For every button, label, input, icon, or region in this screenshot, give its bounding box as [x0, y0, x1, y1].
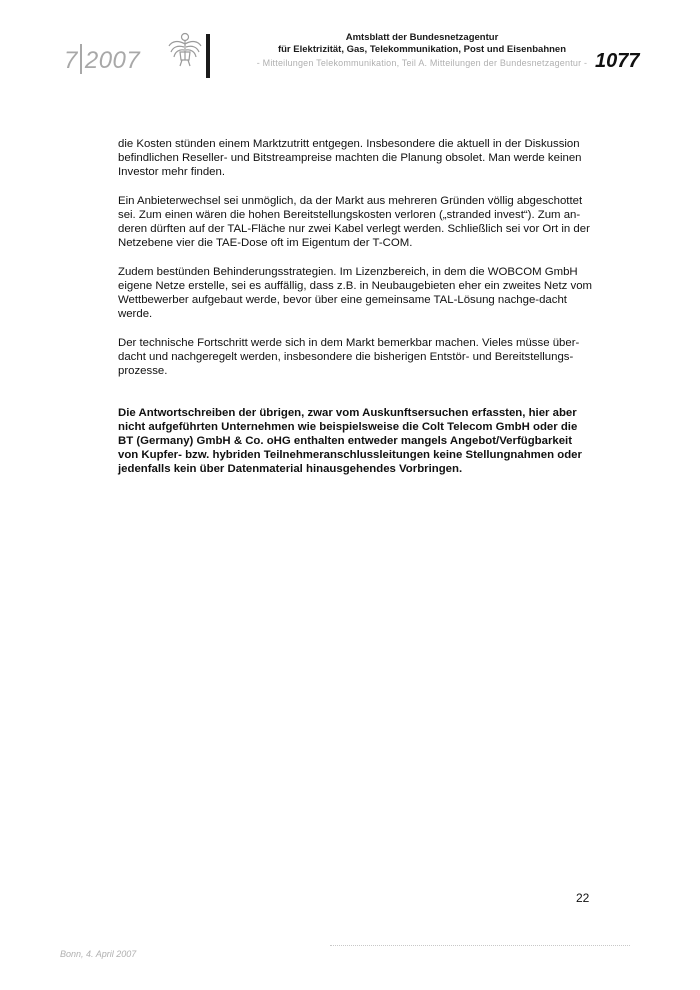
gazette-subtitle: - Mitteilungen Telekommunikation, Teil A. Mitteilungen der Bundesnetzagentur - [256, 58, 588, 68]
page-number: 1077 [595, 50, 640, 72]
header-divider [206, 34, 210, 78]
issue-year: 2007 [84, 47, 141, 74]
bold-paragraph: Die Antwortschreiben der übrigen, zwar vom Auskunftsersuchen erfassten, hier aber nicht aufgeführten Unternehmen wie beispielsweise die Colt Telecom GmbH oder die BT (Germany) GmbH & Co. oHG enthalten entweder mangels Angebot/Verfügbarkeit von Kupfer- bzw. hybriden Teilnehmeranschlussleitungen keine Stellungnahmen oder jedenfalls kein über Datenmaterial hinausgehendes Vorbringen. [118, 407, 582, 475]
issue-separator [80, 44, 82, 74]
gazette-title-line2: für Elektrizität, Gas, Telekommunikation, Post und Eisenbahnen [277, 44, 567, 55]
gazette-title-line1: Amtsblatt der Bundesnetzagentur [345, 32, 499, 43]
paragraph-3: Zudem bestünden Behinderungsstrategien. Im Lizenzbereich, in dem die WOBCOM GmbH eigene Netze erstelle, sei es auffällig, dass z.B. in Neubaugebieten eher ein zweites Netz vom Wettbewerber aufgebaut werde, bevor über eine gemeinsame TAL-Lösung nachge-dacht werde. [118, 266, 593, 320]
issue-label [64, 44, 140, 75]
document-body [118, 137, 594, 491]
paragraph-1: die Kosten stünden einem Marktzutritt entgegen. Insbesondere die aktuell in der Diskussion befindlichen Reseller- und Bitstreampreise machten die Planung obsolet. Man werde keinen Investor mehr finden. [118, 138, 582, 178]
issue-number: 7 [64, 47, 78, 74]
paragraph-2: Ein Anbieterwechsel sei unmöglich, da der Markt aus mehreren Gründen völlig abgeschottet sei. Zum einen wären die hohen Bereitstellungskosten verloren („stranded invest“). Zum an-deren dürften auf der TAL-Fläche nur zwei Kabel verlegt werden. Schließlich sei vor Ort in der Netzebene vier die TAE-Dose oft im Eigentum der T-COM. [118, 195, 590, 249]
local-page-number: 22 [576, 891, 590, 905]
footer-rule [330, 945, 630, 946]
federal-eagle-icon [168, 30, 202, 68]
gazette-title [212, 32, 632, 56]
paragraph-4: Der technische Fortschritt werde sich in dem Markt bemerkbar machen. Vieles müsse über-dacht und nachgeregelt werden, insbesondere die bisherigen Entstör- und Bereitstellungs-prozesse. [118, 337, 580, 377]
footer-date: Bonn, 4. April 2007 [60, 949, 137, 959]
